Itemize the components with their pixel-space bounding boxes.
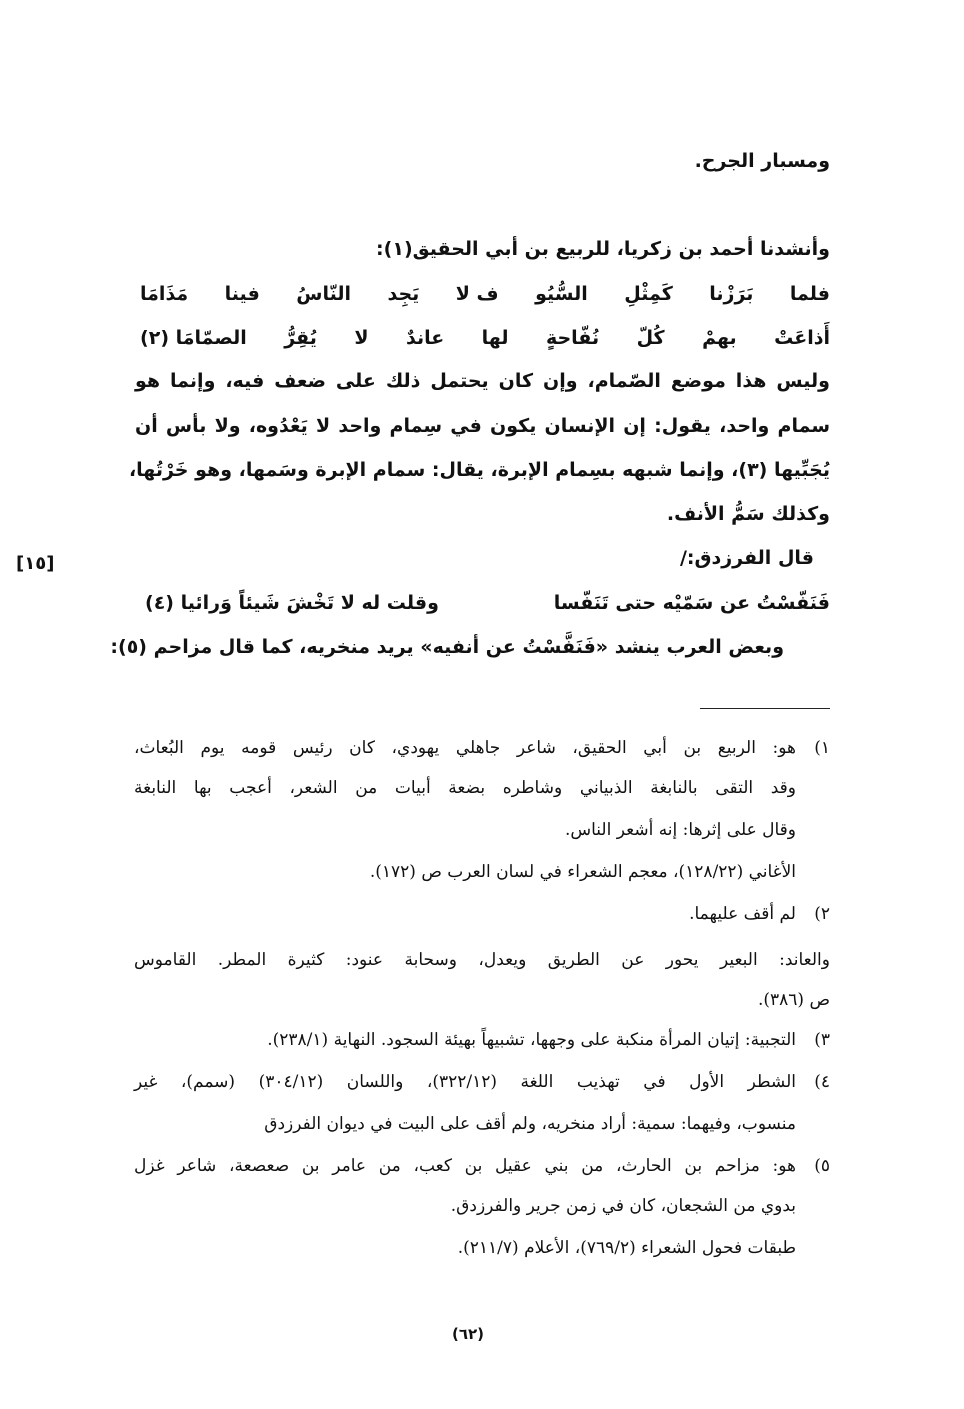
verse-word: لا (354, 327, 369, 349)
verse-hemistich: وقلت له لا تَخْشَ شَيئاً وَرائيا (٤) (145, 592, 439, 614)
main-text-line: قال الفرزدق:/ (679, 547, 814, 569)
main-text-line: وبعض العرب ينشد «فَنَفَّسْتُ عن أنفيه» يريد منخريه، كما قال مزاحم (٥): (110, 636, 784, 658)
verse-word: نُفّاحةٍ (545, 327, 600, 349)
main-text-line: ومسبار الجرح. (694, 150, 830, 172)
footnote-line: لم أقف عليهما. (689, 904, 796, 924)
verse-word: عاندٌ (405, 327, 445, 349)
footnote-line: هو: الربيع بن أبي الحقيق، شاعر جاهلي يهودي، كان رئيس قومه يوم البُعاث، (134, 738, 796, 758)
footnote-line: الأغاني (١٢٨/٢٢)، معجم الشعراء في لسان العرب ص (١٧٢). (369, 862, 796, 882)
main-text-line: وأنشدنا أحمد بن زكريا، للربيع بن أبي الحقيق(١): (376, 238, 830, 260)
verse-word: كَمِثْلِ (624, 283, 673, 305)
verse-line (145, 592, 830, 614)
footnote-line: التجبية: إتيان المرأة منكبة على وجهها، تشبيهاً بهيئة السجود. النهاية (٢٣٨/١). (267, 1030, 796, 1050)
footnote-number: ٢) (814, 904, 830, 924)
verse-word: الصمّامَا (٢) (140, 327, 247, 349)
verse-word: أَذاعَتْ (774, 327, 830, 349)
footnote-line: الشطر الأول في تهذيب اللغة (٣٢٢/١٢)، واللسان (٣٠٤/١٢) (سمم)، غير (134, 1072, 796, 1092)
footnote-line: منسوب، وفيهما: سمية: أراد منخريه، ولم أقف على البيت في ديوان الفرزدق (264, 1114, 796, 1134)
footnote-line: ص (٣٨٦). (757, 990, 830, 1010)
verse-word: فينا (224, 283, 260, 305)
verse-word: بهمْ (702, 327, 737, 349)
page-number: (٦٢) (452, 1325, 485, 1343)
footnote-number: ١) (814, 738, 830, 758)
verse-line (140, 283, 830, 305)
footnote-number: ٥) (814, 1156, 830, 1176)
main-text-line: سمام واحد، يقول: إن الإنسان يكون في سِمام واحد لا يَعْدُوه، ولا بأس أن (135, 415, 830, 437)
footnote-line: طبقات فحول الشعراء (٧٦٩/٢)، الأعلام (٢١١/٧). (457, 1238, 796, 1258)
main-text-line: وكذلك سَمُّ الأنف. (666, 503, 830, 525)
footnote-line: وقد التقى بالنابغة الذبياني وشاطره بضعة أبيات من الشعر، أعجب بها النابغة (134, 778, 796, 798)
main-text-line: وليس هذا موضع الصّمام، وإن كان يحتمل ذلك على ضعف فيه، وإنما هو (135, 370, 830, 392)
footnote-number: ٤) (814, 1072, 830, 1092)
verse-word: النّاسُ (296, 283, 352, 305)
footnote-separator (700, 708, 830, 709)
footnote-line: بدوي من الشجعان، كان في زمن جرير والفرزدق. (450, 1196, 796, 1216)
footnote-line: هو: مزاحم بن الحارث، من بني عقيل بن كعب، من عامر بن صعصعة، شاعر غزل (134, 1156, 796, 1176)
verse-word: يُقِرُّ (284, 327, 317, 349)
verse-word: ف لا (455, 283, 499, 305)
verse-word: كُلّ (636, 327, 665, 349)
verse-word: بَرَزْنا (709, 283, 754, 305)
verse-word: مَذَامَا (140, 283, 189, 305)
verse-hemistich: فَنَفّسْتُ عن سَمّيْه حتى تَنَفّسا (553, 592, 830, 614)
verse-line (140, 327, 830, 349)
footnote-line: وقال على إثرها: إنه أشعر الناس. (564, 820, 796, 840)
verse-word: السُّيُو (535, 283, 588, 305)
margin-page-marker: [١٥] (16, 553, 55, 574)
verse-word: لها (481, 327, 509, 349)
verse-word: فلما (789, 283, 830, 305)
verse-word: يَجِد (387, 283, 420, 305)
footnote-number: ٣) (814, 1030, 830, 1050)
main-text-line: يُجَبِّيها (٣)، وإنما شبهه بسِمام الإبرة، يقال: سمام الإبرة وسَمها، وهو خَرْتُها، (128, 459, 830, 481)
footnote-line: والعاند: البعير يحور عن الطريق ويعدل، وسحابة عنود: كثيرة المطر. القاموس (134, 950, 830, 970)
